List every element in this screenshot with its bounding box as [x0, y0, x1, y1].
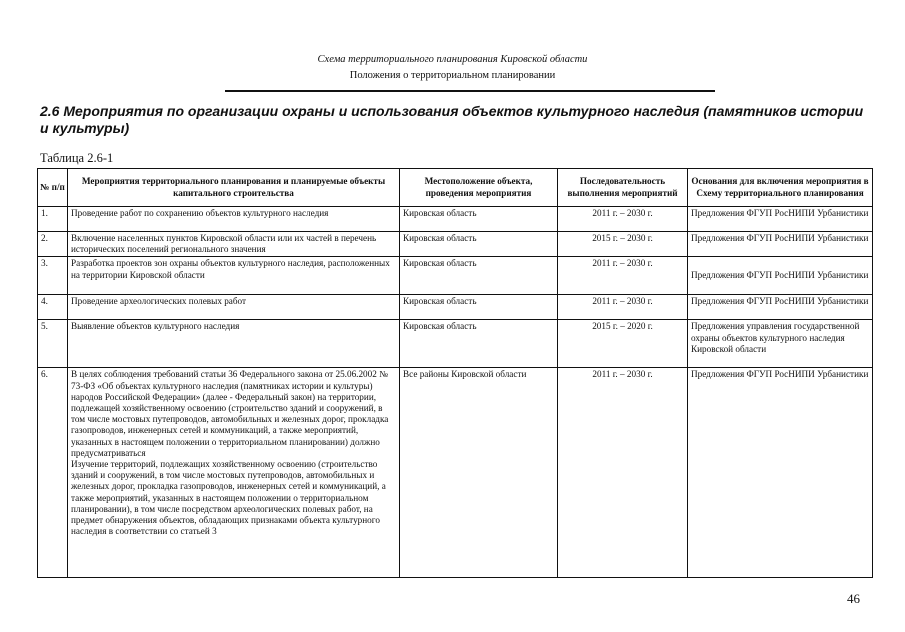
row-location: Кировская область	[400, 232, 558, 257]
table-header-row	[38, 169, 873, 207]
row-number: 3.	[38, 257, 68, 295]
row-measure: Выявление объектов культурного наследия	[68, 320, 400, 368]
row-period: 2015 г. – 2020 г.	[558, 320, 688, 368]
row-basis: Предложения ФГУП РосНИПИ Урбанистики	[688, 207, 873, 232]
row-period: 2011 г. – 2030 г.	[558, 368, 688, 578]
row-number: 6.	[38, 368, 68, 578]
row-basis: Предложения ФГУП РосНИПИ Урбанистики	[688, 257, 873, 295]
col-header-basis: Основания для включения мероприятия в Схему территориального планирования	[688, 169, 873, 207]
row-number: 2.	[38, 232, 68, 257]
section-title: 2.6 Мероприятия по организации охраны и использования объектов культурного наследия (памятников истории и культуры)	[40, 103, 864, 136]
running-header-title: Схема территориального планирования Кировской области	[317, 54, 588, 65]
row-measure: Включение населенных пунктов Кировской области или их частей в перечень исторических поселений регионального значения	[68, 232, 400, 257]
row-basis: Предложения ФГУП РосНИПИ Урбанистики	[688, 295, 873, 320]
row-location: Кировская область	[400, 207, 558, 232]
table-row	[38, 207, 873, 232]
row-measure: Проведение работ по сохранению объектов культурного наследия	[68, 207, 400, 232]
row-period: 2011 г. – 2030 г.	[558, 207, 688, 232]
row-location: Кировская область	[400, 295, 558, 320]
row-basis: Предложения ФГУП РосНИПИ Урбанистики	[688, 232, 873, 257]
row-location: Кировская область	[400, 257, 558, 295]
table-label: Таблица 2.6-1	[40, 151, 114, 165]
col-header-location: Местоположение объекта, проведения мероприятия	[400, 169, 558, 207]
table-row	[38, 257, 873, 295]
row-period: 2015 г. – 2030 г.	[558, 232, 688, 257]
measures-table	[37, 168, 873, 578]
page-number: 46	[847, 591, 860, 606]
table-row	[38, 368, 873, 578]
table-row	[38, 295, 873, 320]
row-location: Все районы Кировской области	[400, 368, 558, 578]
row-number: 5.	[38, 320, 68, 368]
running-header-subtitle: Положения о территориальном планировании	[349, 70, 556, 81]
row-basis: Предложения ФГУП РосНИПИ Урбанистики	[688, 368, 873, 578]
col-header-period: Последовательность выполнения мероприятий	[558, 169, 688, 207]
row-period: 2011 г. – 2030 г.	[558, 257, 688, 295]
row-measure	[68, 368, 400, 578]
row-number: 1.	[38, 207, 68, 232]
table-row	[38, 232, 873, 257]
row-measure-paragraph-continued: Изучение территорий, подлежащих хозяйственному освоению (строительство зданий и сооружений, в том числе мостовых путепроводов, автомобильных и железных дорог, прокладка газопроводов, инженерных сетей и коммуникаций, а также мероприятий, указанных в настоящем положении о территориальном планировании), в том числе посредством археологических полевых работ, на предмет обнаружения объектов, обладающих признаками объекта культурного наследия в соответствии со статьей 3	[71, 459, 386, 537]
row-measure: Проведение археологических полевых работ	[68, 295, 400, 320]
table-row	[38, 320, 873, 368]
row-measure: Разработка проектов зон охраны объектов культурного наследия, расположенных на территории Кировской области	[68, 257, 400, 295]
col-header-number: № п/п	[38, 169, 68, 207]
row-period: 2011 г. – 2030 г.	[558, 295, 688, 320]
row-number: 4.	[38, 295, 68, 320]
col-header-measure: Мероприятия территориального планирования и планируемые объекты капитального строительства	[68, 169, 400, 207]
row-basis: Предложения управления государственной охраны объектов культурного наследия Кировской области	[688, 320, 873, 368]
row-location: Кировская область	[400, 320, 558, 368]
row-measure-paragraph: В целях соблюдения требований статьи 36 Федерального закона от 25.06.2002 № 73-ФЗ «Об объектах культурного наследия (памятниках истории и культуры) народов Российской Федерации» (далее - Федеральный закон) на территории, подлежащей хозяйственному освоению (строительство зданий и сооружений, в том числе мостовых путепроводов, автомобильных и железных дорог, прокладка газопроводов, инженерных сетей и коммуникаций, а также мероприятий, указанных в настоящем положении о территориальном планировании) должно предусматриваться	[71, 369, 389, 458]
header-rule	[225, 90, 715, 92]
